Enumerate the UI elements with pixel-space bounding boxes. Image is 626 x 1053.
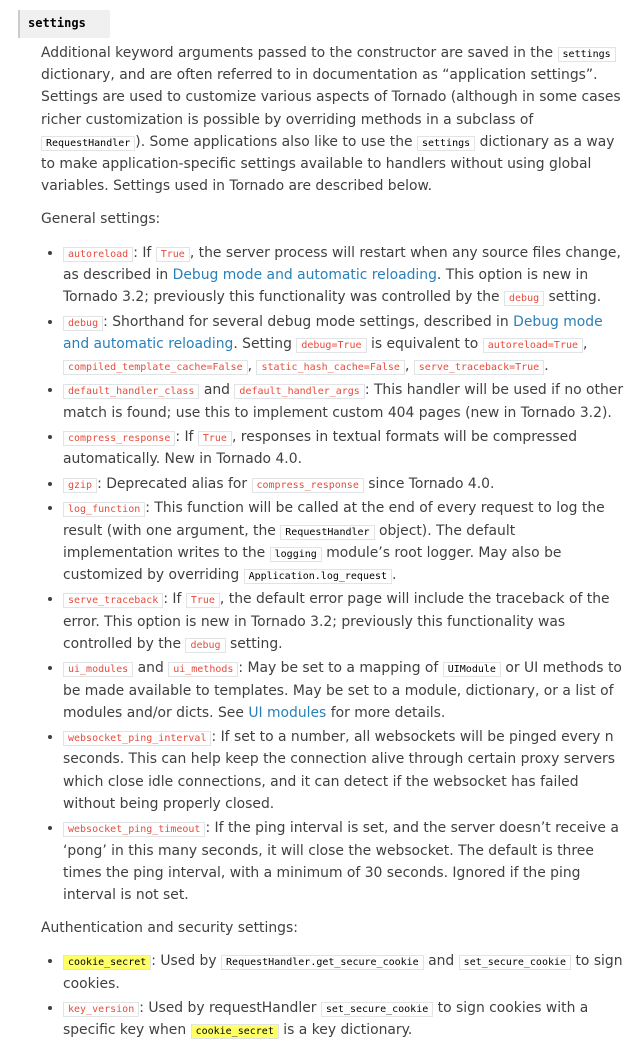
code-get-secure-cookie[interactable]: RequestHandler.get_secure_cookie	[221, 955, 424, 970]
setting-debug: • debug : Shorthand for several debug mode settings, described in Debug mode and automatic reloading. Setting debug=True is equivalent to autoreload=True , compiled_template_cache=False , static_hash_cache=False , serve_traceback=True .	[63, 311, 625, 378]
link-debug-mode[interactable]: Debug mode and automatic reloading	[172, 266, 437, 283]
setting-name: ui_modules	[63, 662, 133, 677]
setting-default-handler: • default_handler_class and default_handler_args : This handler will be used if no other match is found; use this to implement custom 404 pages (new in Tornado 3.2).	[63, 379, 625, 423]
attribute-signature: settings	[18, 10, 110, 38]
code-serve-traceback-true: serve_traceback=True	[414, 360, 544, 375]
auth-settings-heading: Authentication and security settings:	[41, 920, 298, 937]
setting-serve-traceback: • serve_traceback : If True , the default error page will include the traceback of the error. This option is new in Tornado 3.2; previously this functionality was controlled by the debug setting.	[63, 588, 625, 655]
code-true: True	[186, 593, 220, 608]
code-set-secure-cookie[interactable]: set_secure_cookie	[321, 1002, 433, 1017]
code-debug: debug	[504, 291, 544, 306]
code-compiled-template-cache: compiled_template_cache=False	[63, 360, 248, 375]
code-static-hash-cache: static_hash_cache=False	[256, 360, 404, 375]
code-set-secure-cookie[interactable]: set_secure_cookie	[459, 955, 571, 970]
setting-websocket-ping-interval: • websocket_ping_interval : If set to a number, all websockets will be pinged every n seconds. This can help keep the connection alive through certain proxy servers which close idle connections, and it can detect if the websocket has failed without being properly closed.	[63, 726, 625, 815]
code-true: True	[156, 247, 190, 262]
code-logging[interactable]: logging	[270, 547, 322, 562]
link-debug-mode[interactable]: Debug mode and automatic reloading	[63, 313, 603, 352]
setting-compress-response: • compress_response : If True , responses in textual formats will be compressed automatically. New in Tornado 4.0.	[63, 426, 625, 470]
setting-name: default_handler_args	[234, 384, 364, 399]
setting-name: debug	[63, 316, 103, 331]
intro-paragraph: Additional keyword arguments passed to the constructor are saved in the settings dictionary, and are often referred to in documentation as “application settings”. Settings are used to customize various aspects of Tornado (although in some cases richer customization is possible by overriding methods in a subclass of RequestHandler ). Some applications also like to use the settings dictionary as a way to make application-specific settings available to handlers without using global variables. Settings used in Tornado are described below.	[41, 45, 621, 195]
setting-name: gzip	[63, 478, 97, 493]
setting-key-version: • key_version : Used by requestHandler set_secure_cookie to sign cookies with a specific key when cookie_secret is a key dictionary.	[63, 997, 625, 1041]
general-settings-heading: General settings:	[41, 211, 161, 228]
code-requesthandler[interactable]: RequestHandler	[280, 525, 374, 540]
setting-name: websocket_ping_timeout	[63, 822, 205, 837]
code-application-log-request[interactable]: Application.log_request	[244, 569, 392, 584]
setting-log-function: • log_function : This function will be called at the end of every request to log the result (with one argument, the RequestHandler object). The default implementation writes to the logging module’s root logger. May also be customized by overriding Application.log_request .	[63, 497, 625, 586]
code-cookie-secret-highlighted: cookie_secret	[191, 1024, 279, 1039]
setting-name-highlighted: cookie_secret	[63, 955, 151, 970]
setting-gzip: • gzip : Deprecated alias for compress_response since Tornado 4.0.	[63, 473, 625, 495]
code-settings: settings	[558, 47, 616, 62]
code-uimodule[interactable]: UIModule	[443, 662, 501, 677]
code-settings: settings	[417, 136, 475, 151]
setting-websocket-ping-timeout: • websocket_ping_timeout : If the ping interval is set, and the server doesn’t receive a ‘pong’ in this many seconds, it will close the websocket. The default is three times the ping interval, with a minimum of 30 seconds. Ignored if the ping interval is not set.	[63, 817, 625, 906]
setting-name: autoreload	[63, 247, 133, 262]
setting-name: serve_traceback	[63, 593, 163, 608]
code-requesthandler[interactable]: RequestHandler	[41, 136, 135, 151]
attribute-description	[41, 42, 625, 1053]
setting-name: compress_response	[63, 431, 175, 446]
code-debug-true: debug=True	[296, 338, 366, 353]
setting-ui-modules: • ui_modules and ui_methods : May be set to a mapping of UIModule or UI methods to be made available to templates. May be set to a module, dictionary, or a list of modules and/or dicts. See UI modules for more details.	[63, 657, 625, 724]
setting-name: key_version	[63, 1002, 139, 1017]
code-debug: debug	[185, 638, 225, 653]
code-compress-response: compress_response	[252, 478, 364, 493]
code-true: True	[198, 431, 232, 446]
setting-cookie-secret: • cookie_secret : Used by RequestHandler.get_secure_cookie and set_secure_cookie to sign cookies.	[63, 950, 625, 994]
auth-settings-list	[41, 950, 625, 1041]
setting-name: websocket_ping_interval	[63, 731, 211, 746]
general-settings-list	[41, 242, 625, 907]
setting-name: ui_methods	[168, 662, 238, 677]
code-autoreload-true: autoreload=True	[483, 338, 583, 353]
link-ui-modules[interactable]: UI modules	[248, 704, 327, 721]
setting-name: log_function	[63, 502, 145, 517]
setting-name: default_handler_class	[63, 384, 199, 399]
setting-autoreload: • autoreload : If True , the server process will restart when any source files change, as described in Debug mode and automatic reloading. This option is new in Tornado 3.2; previously this functionality was controlled by the debug setting.	[63, 242, 625, 309]
